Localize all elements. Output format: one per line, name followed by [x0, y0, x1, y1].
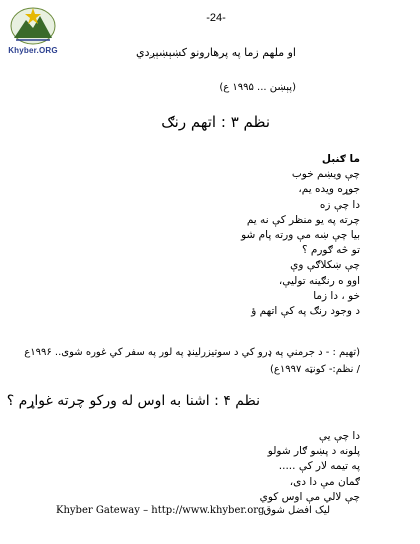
- poem-line: چې ویښم خوب: [291, 168, 360, 181]
- poem-line: چې ښکلاګې وې: [290, 259, 360, 272]
- poem-line: جوړه ویده یم،: [298, 183, 360, 196]
- poem-line: بیا چې ښه مې ورته پام شو: [241, 229, 360, 242]
- poem-line: تو څه ګورم ؟: [301, 244, 360, 257]
- poem-line: چرته په یو منظر کې نه یم: [246, 213, 360, 226]
- footer-author: لیک افضل شوق: [263, 505, 330, 516]
- poem-3-note-2: / نظم:- کونټه ۱۹۹۷ع): [270, 364, 360, 375]
- poem-3-note-1: (تهیم : - د جرمني په ډرو کي د سوتيزرلينډ په لور په سفر کي غوره شوی.. ۱۹۹۶ع: [24, 347, 360, 358]
- logo-caption: Khyber.ORG: [8, 46, 58, 55]
- footer-link[interactable]: Khyber Gateway – http://www.khyber.org: [56, 505, 265, 516]
- poem-line: د وجود رنګ په کې اتهم ؤ: [251, 305, 360, 318]
- poem-line: ما ګنبل: [321, 153, 360, 165]
- poem-line: دا چې زه: [319, 198, 360, 211]
- poem-line: پلونه د پښو ګار شولو: [267, 445, 360, 458]
- page-number: -24-: [206, 12, 226, 24]
- date-line: (پېښن ... ۱۹۹۵ ع): [219, 82, 296, 93]
- poem-title-4: نظم ۴ : اشنا به اوس له ورکو چرته غواړم ؟: [6, 393, 260, 409]
- poem-title-3: نظم ۳ : اتهم رنګ: [161, 113, 270, 131]
- poem-3-body: [100, 152, 360, 319]
- poem-line: خو ، دا زما: [313, 289, 360, 302]
- khyber-logo: [6, 6, 60, 55]
- poem-line: دا چې یې: [318, 430, 360, 442]
- poem-4-body: [100, 429, 360, 505]
- intro-line: او ملهم زما په پرهارونو کښېښېږدي: [135, 46, 296, 59]
- poem-line: ګمان مې دا دی،: [289, 475, 360, 488]
- mountain-star-icon: [6, 6, 60, 46]
- poem-line: په تیمه لار کې .....: [278, 460, 360, 473]
- poem-line: اوو ه رنګینه توليې،: [278, 274, 360, 287]
- poem-line: چې لالي مې اوس کوي: [259, 490, 360, 503]
